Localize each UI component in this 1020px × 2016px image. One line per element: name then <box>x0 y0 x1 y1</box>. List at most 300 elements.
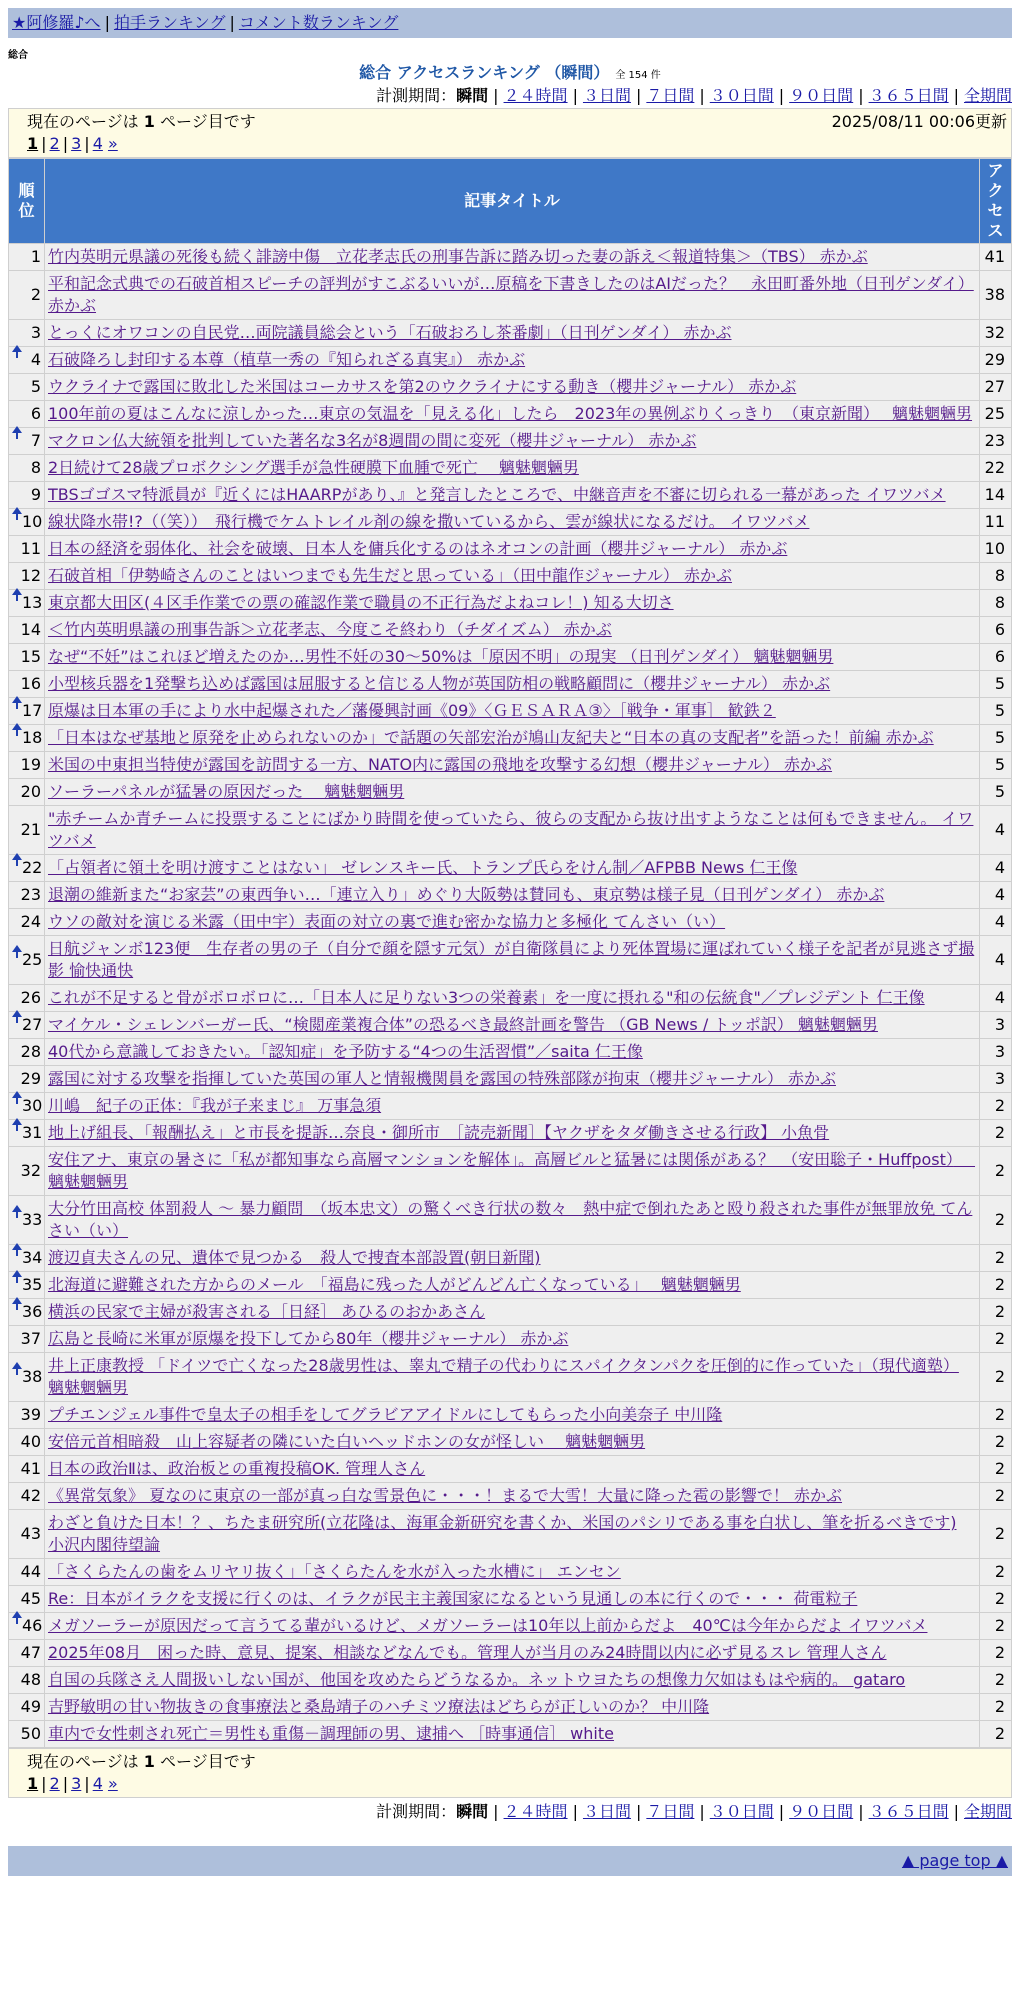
period-link[interactable]: ２４時間 <box>503 1802 568 1821</box>
title-cell <box>45 1694 980 1721</box>
period-separator: | <box>953 1802 959 1821</box>
rank-cell <box>9 509 45 536</box>
access-count: 38 <box>980 271 1012 320</box>
article-link[interactable]: 日本の経済を弱体化、社会を破壊、日本人を傭兵化するのはネオコンの計画（櫻井ジャーナル） 赤かぶ <box>48 539 788 558</box>
article-link[interactable]: 石破降ろし封印する本尊（植草一秀の『知られざる真実』） 赤かぶ <box>48 350 526 369</box>
rank-cell <box>9 536 45 563</box>
rank-cell <box>9 271 45 320</box>
rank-number: 31 <box>22 1123 43 1142</box>
title-cell <box>45 882 980 909</box>
rank-up-arrow-icon <box>12 945 22 952</box>
title-cell <box>45 428 980 455</box>
rank-cell <box>9 1559 45 1586</box>
home-link[interactable]: ★阿修羅♪へ <box>12 13 101 32</box>
rank-cell <box>9 1721 45 1748</box>
table-row <box>9 1299 1012 1326</box>
period-selector-top <box>8 84 1012 108</box>
rank-cell <box>9 455 45 482</box>
article-link[interactable]: マイケル・シェレンバーガー氏、“検閲産業複合体”の恐るべき最終計画を警告 （GB News / トッポ訳） 魑魅魍魎男 <box>48 1015 878 1034</box>
access-count: 2 <box>980 1483 1012 1510</box>
article-link[interactable]: とっくにオワコンの自民党…両院議員総会という「石破おろし茶番劇」（日刊ゲンダイ） 赤かぶ <box>48 323 732 342</box>
rank-up-arrow-icon <box>12 1010 22 1017</box>
title-cell <box>45 855 980 882</box>
title-cell <box>45 1066 980 1093</box>
rank-cell <box>9 1694 45 1721</box>
title-cell <box>45 725 980 752</box>
current-page-prefix: 現在のページは <box>27 112 139 131</box>
page-separator: | <box>84 1774 90 1793</box>
rank-number: 7 <box>30 431 41 450</box>
table-header-row <box>9 159 1012 244</box>
title-cell <box>45 563 980 590</box>
article-link[interactable]: 竹内英明元県議の死後も続く誹謗中傷 立花孝志氏の刑事告訴に踏み切った妻の訴え＜報道特集＞（TBS） 赤かぶ <box>48 247 868 266</box>
article-link[interactable]: 井上正康教授 「ドイツで亡くなった28歳男性は、睾丸で精子の代わりにスパイクタンパクを圧倒的に作っていた」（現代適塾） 魑魅魍魎男 <box>48 1356 959 1397</box>
period-separator: | <box>493 1802 499 1821</box>
page-top-link[interactable]: ▲ page top ▲ <box>901 1851 1008 1870</box>
rank-number: 14 <box>20 620 41 639</box>
title-cell <box>45 671 980 698</box>
period-separator: | <box>635 86 642 105</box>
title-cell <box>45 320 980 347</box>
title-cell <box>45 347 980 374</box>
table-row <box>9 320 1012 347</box>
article-link[interactable]: 40代から意識しておきたい。「認知症」を予防する“4つの生活習慣”／saita 仁王像 <box>48 1042 643 1061</box>
article-link[interactable]: 「占領者に領土を明け渡すことはない」 ゼレンスキー氏、トランプ氏らをけん制／AFPBB News 仁王像 <box>48 858 798 877</box>
article-link[interactable]: 日本の政治Ⅱは、政治板との重複投稿OK. 管理人さん <box>48 1459 426 1478</box>
period-separator: | <box>699 86 705 105</box>
title-cell <box>45 244 980 271</box>
article-link[interactable]: 「さくらたんの歯をムリヤリ抜く」「さくらたんを水が入った水槽に」 エンセン <box>48 1562 621 1581</box>
table-row <box>9 855 1012 882</box>
table-row <box>9 909 1012 936</box>
article-link[interactable]: 日航ジャンボ123便 生存者の男の子（自分で顔を隠す元気）が自衛隊員により死体置場に運ばれていく様子を記者が見逃さず撮影 愉快通快 <box>48 939 975 980</box>
access-count: 5 <box>980 671 1012 698</box>
rank-number: 40 <box>20 1432 41 1451</box>
access-count: 2 <box>980 1402 1012 1429</box>
current-page-number: 1 <box>143 1752 155 1771</box>
period-separator: | <box>635 1802 642 1821</box>
title-cell <box>45 644 980 671</box>
article-link[interactable]: 東京都大田区(４区手作業での票の確認作業で職員の不正行為だよねコレ！) 知る大切さ <box>48 593 674 612</box>
rank-up-arrow-icon <box>12 1091 22 1098</box>
rank-cell <box>9 1456 45 1483</box>
title-cell <box>45 1012 980 1039</box>
table-row <box>9 1093 1012 1120</box>
article-link[interactable]: 《異常気象》 夏なのに東京の一部が真っ白な雪景色に・・・！まるで大雪！大量に降った雹の影響で！ 赤かぶ <box>48 1486 843 1505</box>
article-link[interactable]: これが不足すると骨がボロボロに…「日本人に足りない3つの栄養素」を一度に摂れる"和の伝統食"／プレジデント 仁王像 <box>48 988 925 1007</box>
title-cell <box>45 1299 980 1326</box>
rank-number: 49 <box>20 1697 41 1716</box>
rank-cell <box>9 698 45 725</box>
rank-cell <box>9 985 45 1012</box>
article-link[interactable]: 2日続けて28歳プロボクシング選手が急性硬膜下血腫で死亡 魑魅魍魎男 <box>48 458 579 477</box>
table-row <box>9 271 1012 320</box>
table-row <box>9 1353 1012 1402</box>
rank-cell <box>9 1613 45 1640</box>
period-link[interactable]: ３日間 <box>582 86 631 105</box>
access-count: 2 <box>980 1667 1012 1694</box>
table-row <box>9 1429 1012 1456</box>
access-count: 4 <box>980 985 1012 1012</box>
period-link[interactable]: ７日間 <box>646 86 695 105</box>
access-count: 23 <box>980 428 1012 455</box>
access-count: 5 <box>980 752 1012 779</box>
page-link[interactable]: 4 <box>92 1774 103 1793</box>
article-link[interactable]: ＜竹内英明県議の刑事告訴＞立花孝志、今度こそ終わり（チダイズム） 赤かぶ <box>48 620 612 639</box>
page-separator: | <box>41 1774 47 1793</box>
article-link[interactable]: ウクライナで露国に敗北した米国はコーカサスを第2のウクライナにする動き（櫻井ジャーナル） 赤かぶ <box>48 377 797 396</box>
table-row <box>9 1272 1012 1299</box>
access-count: 22 <box>980 455 1012 482</box>
article-link[interactable]: 川嶋 紀子の正体：『我が子来まじ』 万事急須 <box>48 1096 382 1115</box>
rank-cell <box>9 482 45 509</box>
period-link[interactable]: ３０日間 <box>709 1802 774 1821</box>
access-count: 10 <box>980 536 1012 563</box>
table-row <box>9 1120 1012 1147</box>
current-page-prefix: 現在のページは <box>27 1752 139 1771</box>
rank-number: 48 <box>20 1670 41 1689</box>
rank-number: 42 <box>20 1486 41 1505</box>
rank-up-arrow-icon <box>12 1297 22 1304</box>
pager-status-row <box>27 1751 1007 1773</box>
total-count: 全 154 件 <box>615 70 661 81</box>
comment-ranking-link[interactable]: コメント数ランキング <box>238 13 399 32</box>
rank-cell <box>9 1510 45 1559</box>
table-row <box>9 936 1012 985</box>
table-row <box>9 1245 1012 1272</box>
title-cell <box>45 1245 980 1272</box>
rank-number: 39 <box>20 1405 41 1424</box>
access-count: 2 <box>980 1196 1012 1245</box>
top-nav-bar <box>8 8 1012 38</box>
table-row <box>9 882 1012 909</box>
title-cell <box>45 536 980 563</box>
rank-cell <box>9 909 45 936</box>
article-link[interactable]: 広島と長崎に米軍が原爆を投下してから80年（櫻井ジャーナル） 赤かぶ <box>48 1329 569 1348</box>
access-count: 4 <box>980 936 1012 985</box>
rank-up-arrow-icon <box>12 853 22 860</box>
page-link[interactable]: 4 <box>92 134 103 153</box>
title-cell <box>45 1120 980 1147</box>
period-separator: | <box>493 86 499 105</box>
page-link-current: 1 <box>27 134 39 153</box>
title-cell <box>45 752 980 779</box>
page-link[interactable]: 2 <box>49 1774 60 1793</box>
article-link[interactable]: わざと負けた日本！？、ちたま研究所(立花隆は、海軍金新研究を書くか、米国のパシリである事を白状し、筆を折るべきです) 小沢内閣待望論 <box>48 1513 957 1554</box>
ranking-table <box>8 158 1012 1748</box>
article-link[interactable]: 北海道に避難された方からのメール 「福島に残った人がどんどん亡くなっている」 魑魅魍魎男 <box>48 1275 741 1294</box>
access-count: 4 <box>980 855 1012 882</box>
rank-number: 30 <box>22 1096 43 1115</box>
access-count: 2 <box>980 1245 1012 1272</box>
title-cell <box>45 617 980 644</box>
table-row <box>9 590 1012 617</box>
period-link[interactable]: ２４時間 <box>503 86 568 105</box>
bottom-bar <box>8 1846 1012 1876</box>
rank-up-arrow-icon <box>12 1118 22 1125</box>
access-count: 2 <box>980 1559 1012 1586</box>
rank-up-arrow-icon <box>12 1362 22 1369</box>
rank-cell <box>9 752 45 779</box>
article-link[interactable]: 「日本はなぜ基地と原発を止められないのか」で話題の矢部宏治が鳩山友紀夫と“日本の真の支配者”を語った！前編 赤かぶ <box>48 728 934 747</box>
access-count: 2 <box>980 1093 1012 1120</box>
title-cell <box>45 374 980 401</box>
article-link[interactable]: なぜ“不妊”はこれほど増えたのか…男性不妊の30～50%は「原因不明」の現実 （日刊ゲンダイ） 魑魅魍魎男 <box>48 647 834 666</box>
period-separator: | <box>953 86 959 105</box>
rank-cell <box>9 806 45 855</box>
title-cell <box>45 482 980 509</box>
table-row <box>9 1510 1012 1559</box>
title-cell <box>45 936 980 985</box>
rank-number: 18 <box>22 728 43 747</box>
table-row <box>9 536 1012 563</box>
table-row <box>9 1559 1012 1586</box>
table-row <box>9 1147 1012 1196</box>
rank-number: 44 <box>20 1562 41 1581</box>
applause-ranking-link[interactable]: 拍手ランキング <box>113 13 226 32</box>
table-row <box>9 698 1012 725</box>
period-separator: | <box>572 1802 578 1821</box>
article-link[interactable]: 安倍元首相暗殺 山上容疑者の隣にいた白いヘッドホンの女が怪しい 魑魅魍魎男 <box>48 1432 646 1451</box>
access-count: 3 <box>980 1066 1012 1093</box>
page-link[interactable]: 2 <box>49 134 60 153</box>
period-link[interactable]: 全期間 <box>963 1802 1012 1821</box>
nav-separator: | <box>104 13 110 32</box>
title-cell <box>45 1721 980 1748</box>
title-cell <box>45 1039 980 1066</box>
rank-number: 3 <box>30 323 41 342</box>
table-row <box>9 806 1012 855</box>
rank-number: 12 <box>20 566 41 585</box>
rank-cell <box>9 1093 45 1120</box>
rank-number: 4 <box>30 350 41 369</box>
access-count: 3 <box>980 1039 1012 1066</box>
rank-cell <box>9 671 45 698</box>
period-link[interactable]: ３０日間 <box>709 86 774 105</box>
access-count: 5 <box>980 779 1012 806</box>
rank-cell <box>9 1326 45 1353</box>
rank-cell <box>9 1272 45 1299</box>
rank-cell <box>9 1667 45 1694</box>
table-row <box>9 347 1012 374</box>
period-link[interactable]: ３日間 <box>582 1802 631 1821</box>
access-count: 4 <box>980 909 1012 936</box>
table-row <box>9 1586 1012 1613</box>
page-link-current: 1 <box>27 1774 39 1793</box>
table-row <box>9 374 1012 401</box>
rank-number: 26 <box>20 988 41 1007</box>
article-link[interactable]: ソーラーパネルが猛暑の原因だった 魑魅魍魎男 <box>48 782 405 801</box>
article-link[interactable]: 安住アナ、東京の暑さに「私が都知事なら高層マンションを解体」。高層ビルと猛暑には関係がある？ （安田聡子・Huffpost） 魑魅魍魎男 <box>48 1150 976 1191</box>
article-link[interactable]: マクロン仏大統領を批判していた著名な3名が8週間の間に変死（櫻井ジャーナル） 赤かぶ <box>48 431 697 450</box>
access-count: 8 <box>980 563 1012 590</box>
title-cell <box>45 1510 980 1559</box>
title-cell <box>45 401 980 428</box>
rank-number: 2 <box>30 285 41 304</box>
rank-number: 36 <box>22 1302 43 1321</box>
access-count: 2 <box>980 1120 1012 1147</box>
rank-number: 16 <box>20 674 41 693</box>
article-link[interactable]: 2025年08月 困った時、意見、提案、相談などなんでも。管理人が当月のみ24時間以内に必ず見るスレ 管理人さん <box>48 1643 887 1662</box>
period-separator: | <box>572 86 578 105</box>
access-count: 2 <box>980 1326 1012 1353</box>
rank-number: 35 <box>22 1275 43 1294</box>
rank-number: 29 <box>20 1069 41 1088</box>
title-cell <box>45 1559 980 1586</box>
article-link[interactable]: 平和記念式典での石破首相スピーチの評判がすこぶるいいが…原稿を下書きしたのはAIだった？ 永田町番外地（日刊ゲンダイ） 赤かぶ <box>48 274 974 315</box>
access-count: 6 <box>980 617 1012 644</box>
rank-number: 46 <box>22 1616 43 1635</box>
rank-number: 32 <box>20 1161 41 1180</box>
rank-number: 8 <box>30 458 41 477</box>
article-link[interactable]: 地上げ組長、「報酬払え」と市長を提訴…奈良・御所市 ［読売新聞］【ヤクザをタダ働きさせる行政】 小魚骨 <box>48 1123 830 1142</box>
table-row <box>9 644 1012 671</box>
title-cell <box>45 1456 980 1483</box>
period-link[interactable]: ７日間 <box>646 1802 695 1821</box>
access-count: 8 <box>980 590 1012 617</box>
table-row <box>9 428 1012 455</box>
page-title-line <box>8 62 1012 84</box>
rank-number: 20 <box>20 782 41 801</box>
rank-cell <box>9 1039 45 1066</box>
page-link[interactable]: 3 <box>71 134 82 153</box>
pager-status-row <box>27 111 1007 133</box>
next-page-link[interactable]: » <box>107 134 118 153</box>
article-link[interactable]: 退潮の維新また“お家芸”の東西争い…「連立入り」めぐり大阪勢は賛同も、東京勢は様子見（日刊ゲンダイ） 赤かぶ <box>48 885 885 904</box>
rank-cell <box>9 936 45 985</box>
article-link[interactable]: 原爆は日本軍の手により水中起爆された／藩優興討画《09》〈ＧＥＳＡＲＡ③〉［戦争・軍事］ 歓鉄２ <box>48 701 776 720</box>
rank-up-arrow-icon <box>12 723 22 730</box>
article-link[interactable]: 石破首相「伊勢崎さんのことはいつまでも先生だと思っている」（田中龍作ジャーナル） 赤かぶ <box>48 566 732 585</box>
rank-number: 34 <box>22 1248 43 1267</box>
access-count: 2 <box>980 1456 1012 1483</box>
rank-number: 17 <box>22 701 43 720</box>
page-separator: | <box>84 134 90 153</box>
access-count: 2 <box>980 1640 1012 1667</box>
rank-cell <box>9 855 45 882</box>
rank-up-arrow-icon <box>12 507 22 514</box>
table-row <box>9 1012 1012 1039</box>
page-separator: | <box>41 134 47 153</box>
section-label: 総合 <box>8 50 28 61</box>
article-link[interactable]: プチエンジェル事件で皇太子の相手をしてグラビアアイドルにしてもらった小向美奈子 中川隆 <box>48 1405 723 1424</box>
page-separator: | <box>62 134 69 153</box>
rank-up-arrow-icon <box>12 1205 22 1212</box>
table-row <box>9 1326 1012 1353</box>
next-page-link[interactable]: » <box>107 1774 118 1793</box>
rank-number: 5 <box>30 377 41 396</box>
title-cell <box>45 779 980 806</box>
rank-cell <box>9 401 45 428</box>
title-cell <box>45 1483 980 1510</box>
period-selector-bottom <box>8 1800 1012 1824</box>
table-row <box>9 1483 1012 1510</box>
rank-number: 10 <box>22 512 43 531</box>
period-separator: | <box>858 86 864 105</box>
access-count: 5 <box>980 698 1012 725</box>
article-link[interactable]: ウソの敵対を演じる米露（田中宇）表面の対立の裏で進む密かな協力と多極化 てんさい（い） <box>48 912 726 931</box>
article-link[interactable]: 渡辺貞夫さんの兄、遺体で見つかる 殺人で捜査本部設置(朝日新聞) <box>48 1248 541 1267</box>
article-link[interactable]: 自国の兵隊さえ人間扱いしない国が、他国を攻めたらどうなるか。ネットウヨたちの想像力欠如はもはや病的。 gataro <box>48 1670 906 1689</box>
rank-number: 27 <box>22 1015 43 1034</box>
period-separator: | <box>778 86 785 105</box>
title-cell <box>45 1272 980 1299</box>
period-current: 瞬間 <box>456 1802 489 1821</box>
title-cell <box>45 1640 980 1667</box>
period-separator: | <box>699 1802 705 1821</box>
rank-cell <box>9 1147 45 1196</box>
article-link[interactable]: 車内で女性刺され死亡＝男性も重傷－調理師の男、逮捕へ ［時事通信］ white <box>48 1724 614 1743</box>
rank-number: 6 <box>30 404 41 423</box>
title-cell <box>45 1613 980 1640</box>
article-link[interactable]: メガソーラーが原因だって言うてる輩がいるけど、メガソーラーは10年以上前からだよ 40℃は今年からだよ イワツバメ <box>48 1616 928 1635</box>
rank-cell <box>9 1299 45 1326</box>
access-count: 2 <box>980 1272 1012 1299</box>
period-link[interactable]: ９０日間 <box>789 86 854 105</box>
article-link[interactable]: 吉野敏明の甘い物抜きの食事療法と桑島靖子のハチミツ療法はどちらが正しいのか？ 中川隆 <box>48 1697 710 1716</box>
access-count: 2 <box>980 1299 1012 1326</box>
access-count: 2 <box>980 1586 1012 1613</box>
article-link[interactable]: 米国の中東担当特使が露国を訪問する一方、NATO内に露国の飛地を攻撃する幻想（櫻井ジャーナル） 赤かぶ <box>48 755 833 774</box>
rank-up-arrow-icon <box>12 696 22 703</box>
period-label: 計測期間： <box>376 86 457 105</box>
rank-cell <box>9 882 45 909</box>
page-separator: | <box>62 1774 69 1793</box>
page-link[interactable]: 3 <box>71 1774 82 1793</box>
access-count: 5 <box>980 725 1012 752</box>
table-row <box>9 1039 1012 1066</box>
article-link[interactable]: 線状降水帯!?（（笑）） 飛行機でケムトレイル剤の線を撒いているから、雲が線状になるだけ。 イワツバメ <box>48 512 810 531</box>
rank-number: 24 <box>20 912 41 931</box>
period-link[interactable]: 全期間 <box>963 86 1012 105</box>
rank-cell <box>9 244 45 271</box>
rank-number: 1 <box>30 247 41 266</box>
rank-cell <box>9 1483 45 1510</box>
rank-number: 37 <box>20 1329 41 1348</box>
current-page-number: 1 <box>143 112 155 131</box>
rank-cell <box>9 1640 45 1667</box>
rank-cell <box>9 320 45 347</box>
article-link[interactable]: 100年前の夏はこんなに涼しかった…東京の気温を「見える化」したら 2023年の異例ぶりくっきり （東京新聞） 魑魅魍魎男 <box>48 404 973 423</box>
table-row <box>9 1196 1012 1245</box>
access-count: 4 <box>980 806 1012 855</box>
article-link[interactable]: 小型核兵器を1発撃ち込めば露国は屈服すると信じる人物が英国防相の戦略顧問に（櫻井ジャーナル） 赤かぶ <box>48 674 831 693</box>
table-row <box>9 1456 1012 1483</box>
rank-number: 41 <box>20 1459 41 1478</box>
access-count: 2 <box>980 1353 1012 1402</box>
article-link[interactable]: 大分竹田高校 体罰殺人 ～ 暴力顧問 （坂本忠文）の驚くべき行状の数々 熱中症で倒れたあと殴り殺された事件が無罪放免 てんさい（い） <box>48 1199 973 1240</box>
table-row <box>9 752 1012 779</box>
rank-number: 23 <box>20 885 41 904</box>
article-link[interactable]: "赤チームか青チームに投票することにばかり時間を使っていたら、彼らの支配から抜け出すようなことは何もできません。 イワツバメ <box>48 809 974 850</box>
table-row <box>9 401 1012 428</box>
access-count: 2 <box>980 1694 1012 1721</box>
period-separator: | <box>858 1802 864 1821</box>
table-row <box>9 1721 1012 1748</box>
rank-number: 13 <box>22 593 43 612</box>
article-link[interactable]: 横浜の民家で主婦が殺害される［日経］ あひるのおかあさん <box>48 1302 486 1321</box>
table-row <box>9 671 1012 698</box>
rank-up-arrow-icon <box>12 1611 22 1618</box>
period-link[interactable]: ３６５日間 <box>868 1802 949 1821</box>
article-link[interactable]: 露国に対する攻撃を指揮していた英国の軍人と情報機関員を露国の特殊部隊が拘束（櫻井ジャーナル） 赤かぶ <box>48 1069 836 1088</box>
period-link[interactable]: ３６５日間 <box>868 86 949 105</box>
period-link[interactable]: ９０日間 <box>789 1802 854 1821</box>
article-link[interactable]: TBSゴゴスマ特派員が『近くにはHAARPがあり、』と発言したところで、中継音声を不審に切られる一幕があった イワツバメ <box>48 485 946 504</box>
rank-cell <box>9 1429 45 1456</box>
article-link[interactable]: Re：日本がイラクを支援に行くのは、イラクが民主主義国家になるという見通しの本に行くので・・・ 荷電粒子 <box>48 1589 858 1608</box>
rank-cell <box>9 1120 45 1147</box>
